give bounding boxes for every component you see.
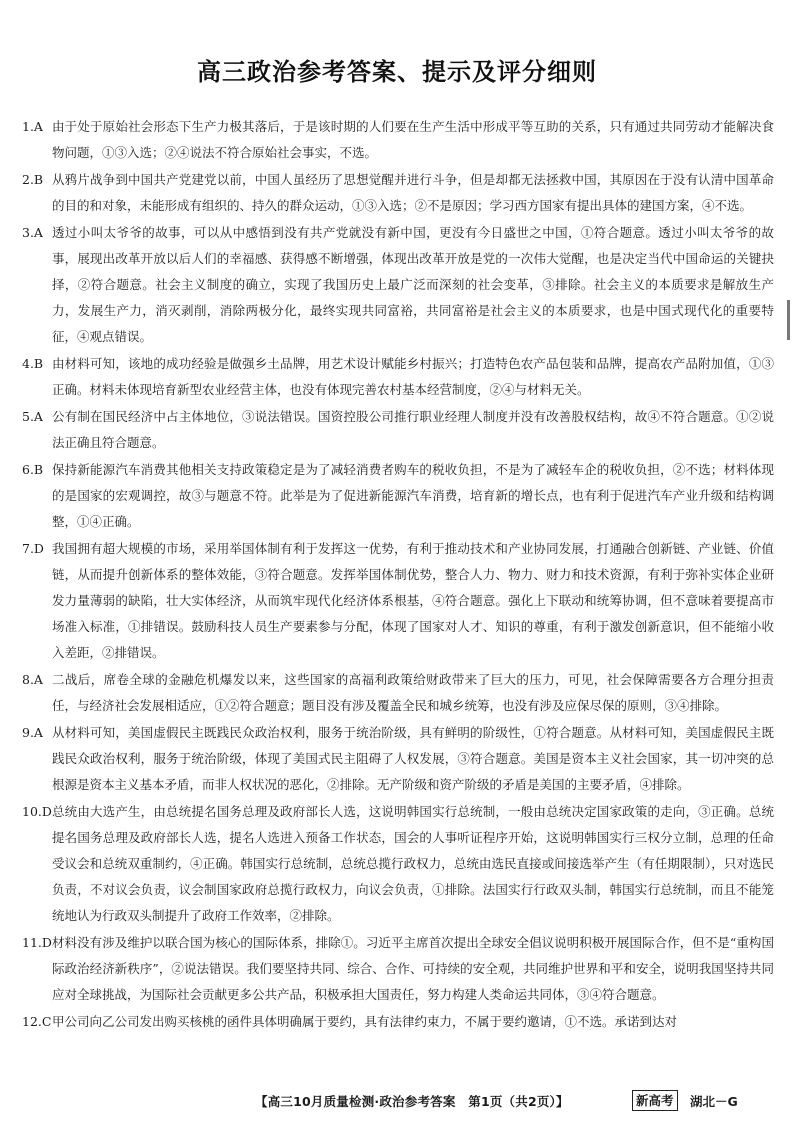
answer-item-10 <box>22 799 774 929</box>
page-title: 高三政治参考答案、提示及评分细则 <box>197 58 597 86</box>
item-text: 总统由大选产生，由总统提名国务总理及政府部长人选，这说明韩国实行总统制，一般由总统决定国家政策的走向，③正确。总统提名国务总理及政府部长人选，提名人选进入预备工作状态，国会的人事听证程序开始，这说明韩国实行三权分立制，总理的任命受议会和总统双重制约，④正确。韩国实行总统制，总统总揽行政权力，总统由选民直接或间接选举产生（有任期限制），只对选民负责，不对议会负责，议会制国家政府总揽行政权力，向议会负责，①排除。法国实行行政双头制，韩国实行总统制，而且不能笼统地认为行政双头制提升了政府工作效率，②排除。 <box>52 804 774 923</box>
page-footer <box>0 1090 794 1112</box>
answer-item-6 <box>22 457 774 535</box>
item-text: 由于处于原始社会形态下生产力极其落后，于是该时期的人们要在生产生活中形成平等互助的关系，只有通过共同劳动才能解决食物问题，①③入选；②④说法不符合原始社会事实，不选。 <box>52 119 774 160</box>
answer-item-9 <box>22 720 774 798</box>
answer-item-1 <box>22 114 774 166</box>
item-text: 公有制在国民经济中占主体地位，③说法错误。国资控股公司推行职业经理人制度并没有改善股权结构，故④不符合题意。①②说法正确且符合题意。 <box>52 409 774 450</box>
answer-list <box>22 114 774 1036</box>
exam-type-badge: 新高考 <box>632 1090 678 1111</box>
item-text: 从材料可知，美国虚假民主既践民众政治权利，服务于统治阶级，具有鲜明的阶级性，①符合题意。从材料可知，美国虚假民主既践民众政治权利，服务于统治阶级，体现了美国式民主阻碍了人权发展，③符合题意。美国是资本主义社会国家，其一切冲突的总根源是资本主义基本矛盾，而非人权状况的恶化，②排除。无产阶级和资产阶级的矛盾是美国的主要矛盾，④排除。 <box>52 725 774 792</box>
item-number: 8.A <box>22 672 43 687</box>
item-text: 甲公司向乙公司发出购买核桃的函件具体明确属于要约，具有法律约束力，不属于要约邀请，①不选。承诺到达对 <box>52 1014 678 1029</box>
item-number: 12.C <box>22 1014 52 1029</box>
item-number: 2.B <box>22 172 44 187</box>
answer-item-5 <box>22 404 774 456</box>
scan-edge-mark <box>787 300 790 340</box>
item-text: 我国拥有超大规模的市场，采用举国体制有利于发挥这一优势，有利于推动技术和产业协同发展，打通融合创新链、产业链、价值链，从而提升创新体系的整体效能，③符合题意。发挥举国体制优势，整合人力、物力、财力和技术资源，有利于弥补实体企业研发力量薄弱的缺陷，壮大实体经济，从而筑牢现代化经济体系根基，④符合题意。强化上下联动和统筹协调，但不意味着要提高市场准入标准，①排错误。鼓励科技人员生产要素参与分配，体现了国家对人才、知识的尊重，有利于激发创新意识，但不能缩小收入差距，②排错误。 <box>52 541 774 660</box>
answer-item-3 <box>22 220 774 350</box>
answer-item-7 <box>22 536 774 666</box>
item-text: 透过小叫太爷爷的故事，可以从中感悟到没有共产党就没有新中国，更没有今日盛世之中国，①符合题意。透过小叫太爷爷的故事，展现出改革开放以后人们的幸福感、获得感不断增强，体现出改革开放是党的一次伟大觉醒，也是决定当代中国命运的关键抉择，②符合题意。社会主义制度的确立，实现了我国历史上最广泛而深刻的社会变革，③排除。社会主义的本质要求是解放生产力，发展生产力，消灭剥削，消除两极分化，最终实现共同富裕，共同富裕是社会主义的本质要求，也是中国式现代化的重要特征，④观点错误。 <box>52 225 774 344</box>
item-text: 从鸦片战争到中国共产党建党以前，中国人虽经历了思想觉醒并进行斗争，但是却都无法拯救中国，其原因在于没有认清中国革命的目的和对象，未能形成有组织的、持久的群众运动，①③入选；②不是原因；学习西方国家有提出具体的建国方案，④不选。 <box>52 172 774 213</box>
item-number: 3.A <box>22 225 43 240</box>
item-number: 6.B <box>22 462 44 477</box>
item-text: 由材料可知，该地的成功经验是做强乡土品牌，用艺术设计赋能乡村振兴；打造特色农产品包装和品牌，提高农产品附加值，①③正确。材料未体现培育新型农业经营主体，也没有体现完善农村基本经营制度，②④与材料无关。 <box>52 356 774 397</box>
item-number: 7.D <box>22 541 44 556</box>
answer-item-11 <box>22 930 774 1008</box>
answer-item-12 <box>22 1009 774 1035</box>
item-number: 1.A <box>22 119 43 134</box>
answer-item-4 <box>22 351 774 403</box>
item-number: 9.A <box>22 725 43 740</box>
answer-item-8 <box>22 667 774 719</box>
region-code: 湖北－G <box>690 1094 738 1109</box>
item-text: 二战后，席卷全球的金融危机爆发以来，这些国家的高福利政策给财政带来了巨大的压力，可见，社会保障需要各方合理分担责任，与经济社会发展相适应，①②符合题意；题目没有涉及覆盖全民和城乡统筹，也没有涉及应保尽保的原则，③④排除。 <box>52 672 774 713</box>
footer-text: 【高三10月质量检测·政治参考答案 第1页（共2页）】 <box>255 1094 569 1109</box>
item-text: 材料没有涉及维护以联合国为核心的国际体系，排除①。习近平主席首次提出全球安全倡议说明积极开展国际合作，但不是“重构国际政治经济新秩序”，②说法错误。我们要坚持共同、综合、合作、可持续的安全观，共同维护世界和平和安全，说明我国坚持共同应对全球挑战，为国际社会贡献更多公共产品，积极承担大国责任，努力构建人类命运共同体，③④符合题意。 <box>52 935 774 1002</box>
item-number: 5.A <box>22 409 43 424</box>
item-number: 11.D <box>22 935 52 950</box>
item-number: 4.B <box>22 356 44 371</box>
item-text: 保持新能源汽车消费其他相关支持政策稳定是为了减轻消费者购车的税收负担，不是为了减轻车企的税收负担，②不选；材料体现的是国家的宏观调控，故③与题意不符。此举是为了促进新能源汽车消费，培育新的增长点，也有利于促进汽车产业升级和结构调整，①④正确。 <box>52 462 774 529</box>
answer-item-2 <box>22 167 774 219</box>
item-number: 10.D <box>22 804 52 819</box>
